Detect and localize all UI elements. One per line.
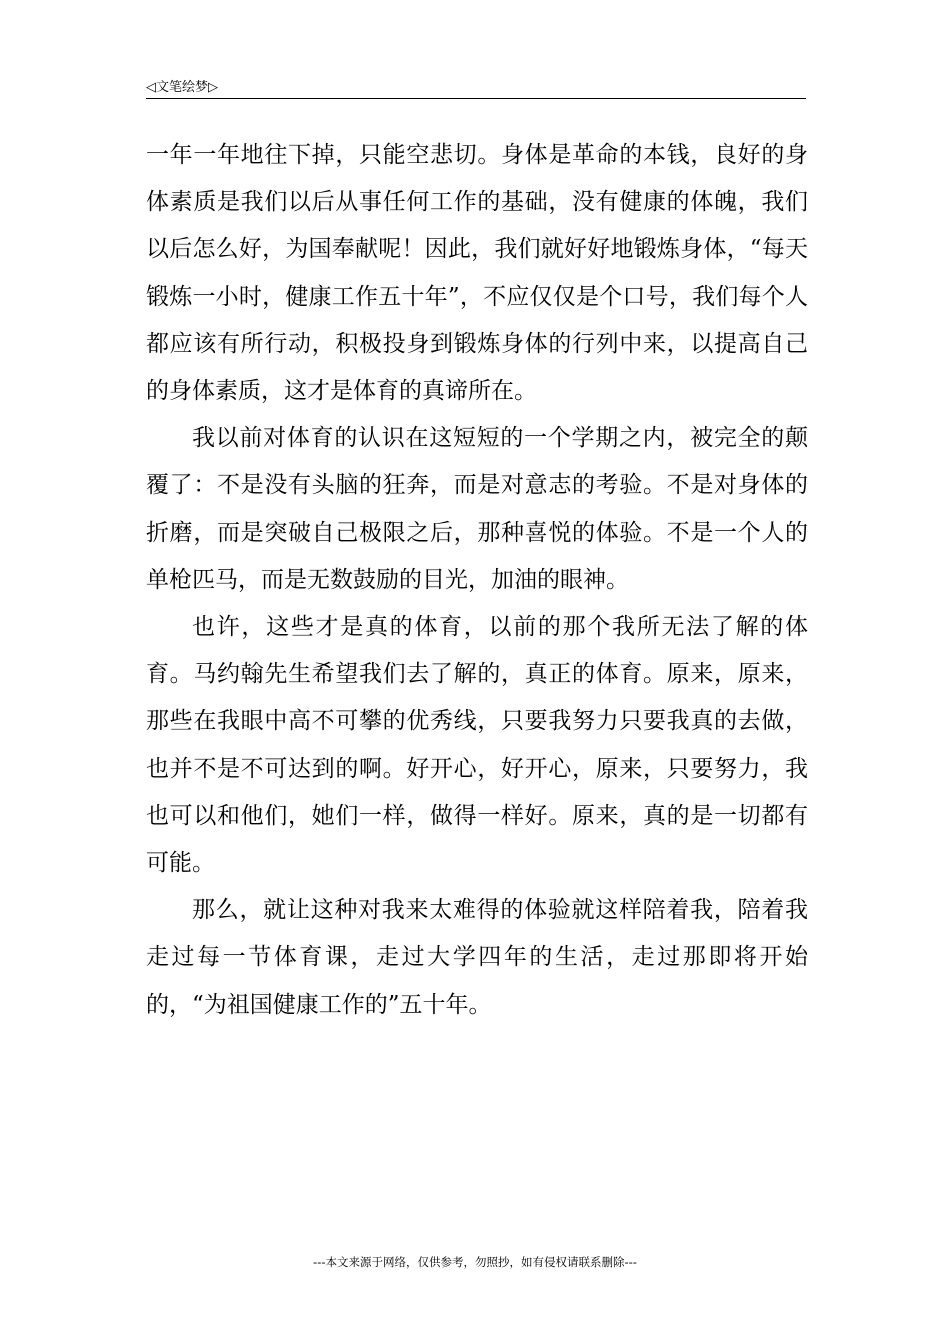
footer-notice: ---本文来源于网络，仅供参考，勿照抄，如有侵权请联系删除--- [313, 1255, 637, 1269]
document-body [146, 132, 808, 1029]
paragraph: 我以前对体育的认识在这短短的一个学期之内，被完全的颠覆了：不是没有头脑的狂奔，而是对意志的考验。不是对身体的折磨，而是突破自己极限之后，那种喜悦的体验。不是一个人的单枪匹马，而是无数鼓励的目光，加油的眼神。 [146, 425, 808, 593]
page-footer [0, 1254, 950, 1270]
paragraph: 也许，这些才是真的体育，以前的那个我所无法了解的体育。马约翰先生希望我们去了解的，真正的体育。原来，原来，那些在我眼中高不可攀的优秀线，只要我努力只要我真的去做，也并不是不可达到的啊。好开心，好开心，原来，只要努力，我也可以和他们，她们一样，做得一样好。原来，真的是一切都有可能。 [146, 614, 808, 877]
paragraph: 一年一年地往下掉，只能空悲切。身体是革命的本钱，良好的身体素质是我们以后从事任何工作的基础，没有健康的体魄，我们以后怎么好，为国奉献呢！因此，我们就好好地锻炼身体，“每天锻炼一小时，健康工作五十年”，不应仅仅是个口号，我们每个人都应该有所行动，积极投身到锻炼身体的行列中来，以提高自己的身体素质，这才是体育的真谛所在。 [146, 142, 808, 405]
paragraph: 那么，就让这种对我来太难得的体验就这样陪着我，陪着我走过每一节体育课，走过大学四年的生活，走过那即将开始的，“为祖国健康工作的”五十年。 [146, 897, 808, 1018]
header-title: ◁文笔绘梦▷ [146, 80, 218, 95]
page-header [146, 74, 806, 99]
